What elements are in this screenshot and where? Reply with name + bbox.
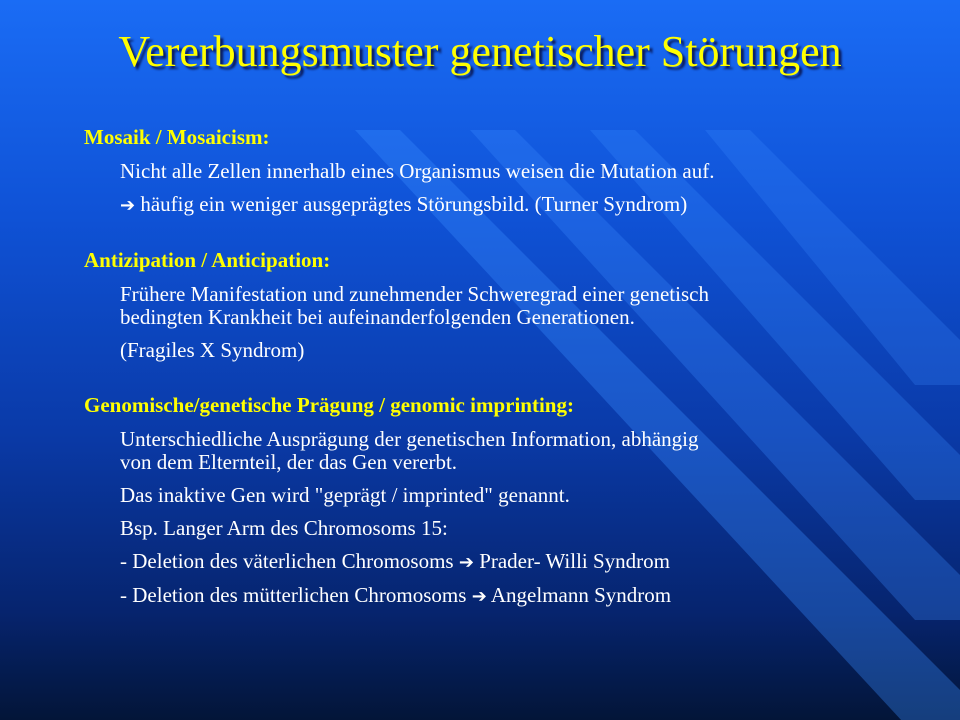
praegung-text-3: Bsp. Langer Arm des Chromosoms 15:	[120, 516, 448, 540]
praegung-text-4: - Deletion des väterlichen Chromosoms ➔ Prader- Willi Syndrom	[120, 549, 671, 573]
heading-antizipation: Antizipation / Anticipation:	[84, 248, 331, 272]
slide-body	[84, 124, 914, 618]
praegung-text-2: Das inaktive Gen wird "geprägt / imprinted" genannt.	[120, 483, 570, 507]
praegung-text-1: Unterschiedliche Ausprägung der genetischen Information, abhängig von dem Elternteil, der das Gen vererbt.	[120, 427, 699, 474]
arrow-right-icon: ➔	[471, 586, 487, 607]
slide-title: Vererbungsmuster genetischer Störungen	[118, 27, 842, 76]
praegung-text-5: - Deletion des mütterlichen Chromosoms ➔ Angelmann Syndrom	[120, 583, 672, 607]
antizipation-text-2: (Fragiles X Syndrom)	[120, 338, 305, 362]
arrow-right-icon: ➔	[120, 195, 136, 216]
heading-mosaik: Mosaik / Mosaicism:	[84, 125, 270, 149]
arrow-right-icon: ➔	[458, 552, 474, 573]
heading-praegung: Genomische/genetische Prägung / genomic imprinting:	[84, 393, 574, 417]
antizipation-text-1: Frühere Manifestation und zunehmender Schweregrad einer genetisch bedingten Krankheit bei aufeinanderfolgenden Generationen.	[120, 282, 709, 329]
mosaik-text-1: Nicht alle Zellen innerhalb eines Organismus weisen die Mutation auf.	[120, 159, 715, 183]
mosaik-text-2: ➔ häufig ein weniger ausgeprägtes Störungsbild. (Turner Syndrom)	[120, 192, 688, 216]
